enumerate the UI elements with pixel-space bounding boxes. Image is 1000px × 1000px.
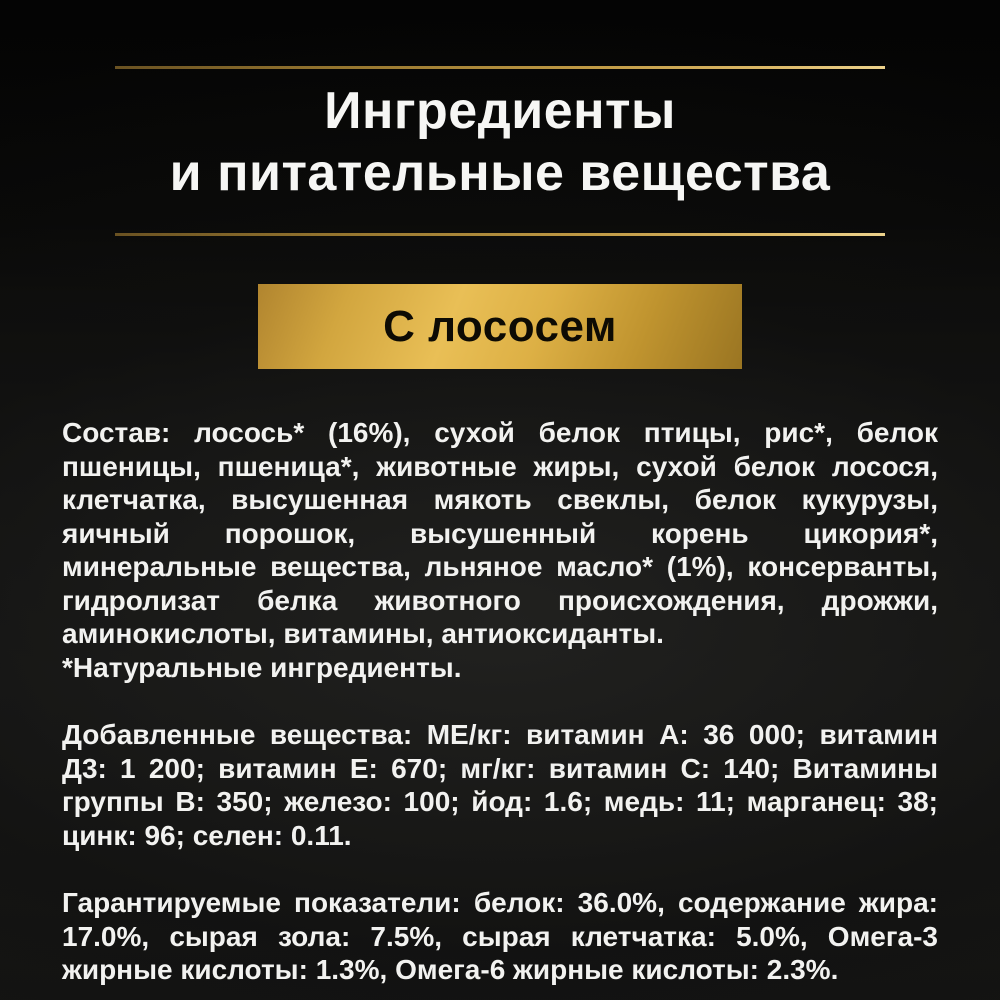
additives-paragraph: Добавленные вещества: МЕ/кг: витамин А: 36 000; витамин Д3: 1 200; витамин Е: 670; мг/кг: витамин С: 140; Витамины группы В: 350; железо: 100; йод: 1.6; медь: 11; марганец: 38; цинк: 96; селен: 0.11.	[62, 719, 938, 851]
page-title	[0, 80, 1000, 204]
guaranteed-analysis-paragraph: Гарантируемые показатели: белок: 36.0%, содержание жира: 17.0%, сырая зола: 7.5%, сырая клетчатка: 5.0%, Омега-3 жирные кислоты: 1.3%, Омега-6 жирные кислоты: 2.3%.	[62, 887, 938, 985]
flavor-banner	[258, 284, 742, 369]
flavor-banner-label: С лососем	[383, 301, 617, 351]
composition-footnote: *Натуральные ингредиенты.	[62, 651, 462, 683]
nutrition-text-block	[62, 416, 938, 987]
composition-paragraph: Состав: лосось* (16%), сухой белок птицы, рис*, белок пшеницы, пшеница*, животные жиры, сухой белок лосося, клетчатка, высушенная мякоть свеклы, белок кукурузы, яичный порошок, высушенный корень цикория*, минеральные вещества, льняное масло* (1%), консерванты, гидролизат белка животного происхождения, дрожжи, аминокислоты, витамины, антиоксиданты.	[62, 417, 938, 649]
title-divider-bottom	[115, 233, 885, 236]
title-divider-top	[115, 66, 885, 69]
page-title-line2: и питательные вещества	[169, 144, 831, 202]
page-title-line1: Ингредиенты	[324, 82, 676, 140]
